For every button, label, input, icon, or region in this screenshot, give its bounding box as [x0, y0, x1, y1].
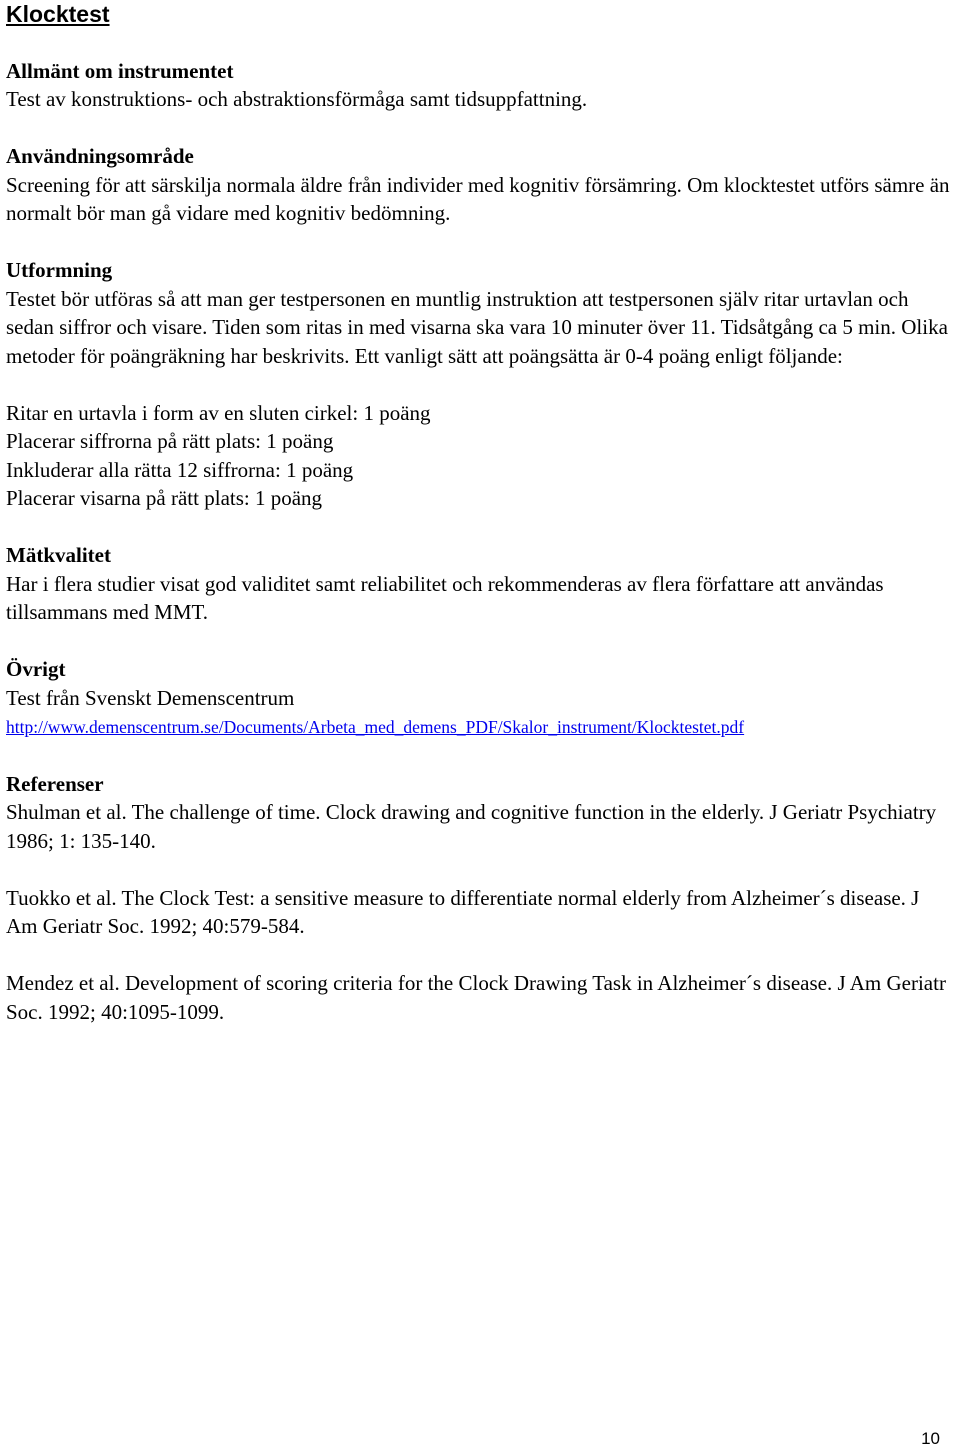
spacer	[6, 513, 951, 542]
section-heading: Övrigt	[6, 657, 66, 681]
section-utformning	[6, 256, 951, 513]
reference-item: Shulman et al. The challenge of time. Clock drawing and cognitive function in the elderly. J Geriatr Psychiatry 1986; 1: 135-140.	[6, 800, 937, 853]
section-text: Screening för att särskilja normala äldre från individer med kognitiv försämring. Om klocktestet utförs sämre än normalt bör man gå vidare med kognitiv bedömning.	[6, 172, 950, 225]
spacer	[6, 114, 951, 143]
section-heading: Allmänt om instrumentet	[6, 58, 234, 83]
section-ovrigt	[6, 655, 951, 741]
section-text: Test av konstruktions- och abstraktionsförmåga samt tidsuppfattning.	[6, 87, 588, 111]
section-heading: Referenser	[6, 771, 104, 796]
scoring-item: Placerar visarna på rätt plats: 1 poäng	[6, 486, 323, 510]
spacer	[6, 741, 951, 770]
scoring-item: Ritar en urtavla i form av en sluten cirkel: 1 poäng	[6, 400, 431, 425]
section-matkvalitet	[6, 541, 951, 627]
section-text: Test från Svenskt Demenscentrum	[6, 685, 295, 710]
spacer	[6, 627, 951, 656]
reference-item: Tuokko et al. The Clock Test: a sensitive measure to differentiate normal elderly from Alzheimer´s disease. J Am Geriatr Soc. 1992; 40:579-584.	[6, 885, 920, 938]
spacer	[6, 228, 951, 257]
spacer	[6, 855, 951, 884]
document-page	[6, 0, 951, 1026]
section-text: Testet bör utföras så att man ger testpersonen en muntlig instruktion att testpersonen själv ritar urtavlan och sedan siffror och visare. Tiden som ritas in med visarna ska vara 10 minuter över 11. Tidsåtgång ca 5 min. Olika metoder för poängräkning har beskrivits. Ett vanligt sätt att poängsätta är 0-4 poäng enligt följande:	[6, 286, 948, 368]
section-text: Har i flera studier visat god validitet samt reliabilitet och rekommenderas av flera författare att användas tillsammans med MMT.	[6, 571, 884, 624]
page-number: 10	[921, 1429, 940, 1448]
section-heading: Utformning	[6, 258, 113, 282]
spacer	[6, 941, 951, 970]
spacer	[6, 370, 951, 399]
document-title: Klocktest	[6, 1, 110, 27]
spacer	[6, 28, 951, 57]
section-allmant	[6, 57, 951, 114]
section-anvandningsomrade	[6, 142, 951, 228]
demenscentrum-link[interactable]: http://www.demenscentrum.se/Documents/Arbeta_med_demens_PDF/Skalor_instrument/Klocktestet.pdf	[6, 717, 745, 737]
reference-item: Mendez et al. Development of scoring criteria for the Clock Drawing Task in Alzheimer´s disease. J Am Geriatr Soc. 1992; 40:1095-1099.	[6, 971, 946, 1024]
section-referenser	[6, 770, 951, 1027]
scoring-item: Inkluderar alla rätta 12 siffrorna: 1 poäng	[6, 457, 354, 482]
section-heading: Mätkvalitet	[6, 543, 111, 567]
scoring-item: Placerar siffrorna på rätt plats: 1 poäng	[6, 429, 334, 453]
section-heading: Användningsområde	[6, 144, 194, 168]
